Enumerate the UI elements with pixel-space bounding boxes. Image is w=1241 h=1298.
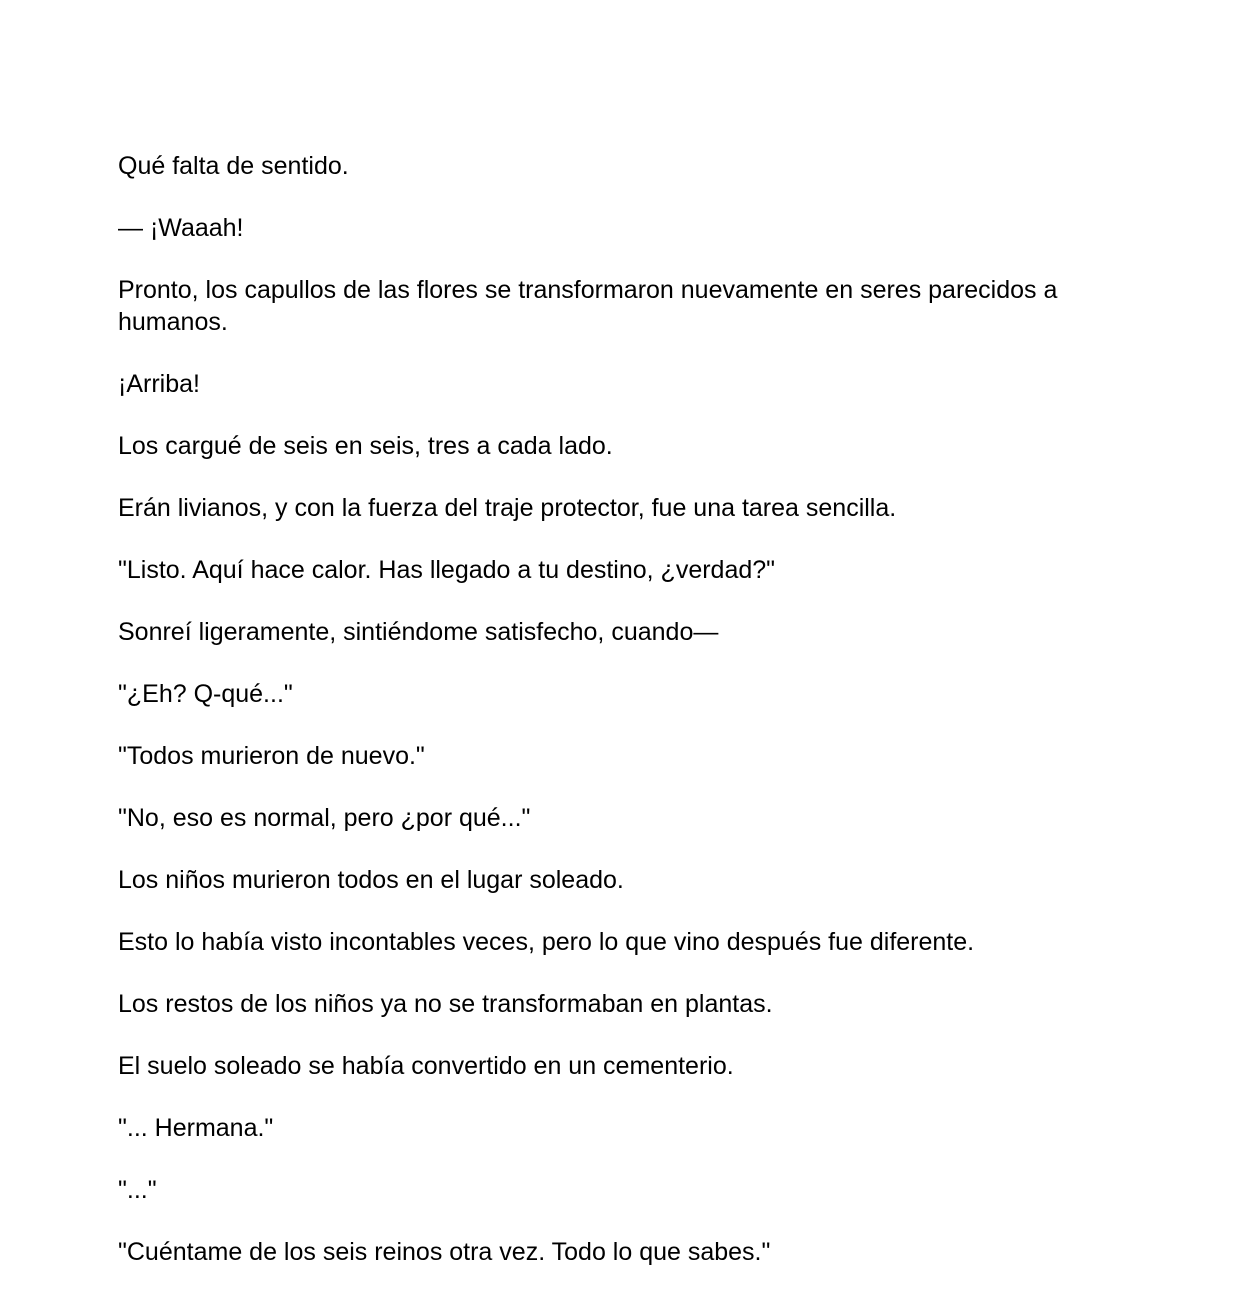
paragraph: "No, eso es normal, pero ¿por qué..." (118, 804, 531, 832)
paragraph: Sonreí ligeramente, sintiéndome satisfecho, cuando— (118, 618, 719, 646)
paragraph: "Cuéntame de los seis reinos otra vez. Todo lo que sabes." (118, 1238, 771, 1266)
paragraph: "..." (118, 1176, 157, 1204)
paragraph: Los cargué de seis en seis, tres a cada lado. (118, 432, 613, 460)
paragraph: Esto lo había visto incontables veces, pero lo que vino después fue diferente. (118, 928, 975, 956)
paragraph: Erán livianos, y con la fuerza del traje protector, fue una tarea sencilla. (118, 494, 897, 522)
paragraph: "Listo. Aquí hace calor. Has llegado a tu destino, ¿verdad?" (118, 556, 776, 584)
paragraph: Los restos de los niños ya no se transformaban en plantas. (118, 990, 773, 1018)
paragraph: "¿Eh? Q-qué..." (118, 680, 293, 708)
paragraph: Los niños murieron todos en el lugar soleado. (118, 866, 624, 894)
paragraph: Pronto, los capullos de las flores se transformaron nuevamente en seres parecidos a humanos. (118, 276, 1058, 336)
paragraph: — ¡Waaah! (118, 214, 244, 242)
paragraph: "Todos murieron de nuevo." (118, 742, 425, 770)
paragraph: Qué falta de sentido. (118, 152, 349, 180)
document-body (118, 150, 1128, 1298)
paragraph: ¡Arriba! (118, 370, 200, 398)
paragraph: "... Hermana." (118, 1114, 274, 1142)
paragraph: El suelo soleado se había convertido en un cementerio. (118, 1052, 734, 1080)
